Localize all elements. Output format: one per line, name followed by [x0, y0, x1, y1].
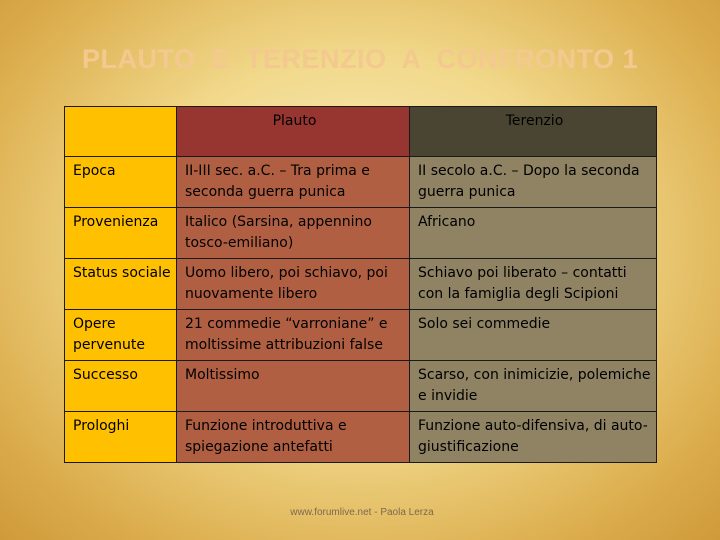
plauto-cell: Italico (Sarsina, appennino tosco-emiliano)	[177, 208, 410, 259]
row-label: Provenienza	[65, 208, 177, 259]
plauto-cell: Moltissimo	[177, 361, 410, 412]
comparison-table	[64, 106, 657, 463]
footer-credit: www.forumlive.net - Paola Lerza	[290, 507, 434, 518]
row-label: Status sociale	[65, 259, 177, 310]
row-label: Prologhi	[65, 412, 177, 463]
table-row	[65, 157, 657, 208]
header-corner-cell	[65, 107, 177, 157]
terenzio-cell: II secolo a.C. – Dopo la seconda guerra punica	[410, 157, 657, 208]
table-row	[65, 310, 657, 361]
plauto-cell: II-III sec. a.C. – Tra prima e seconda guerra punica	[177, 157, 410, 208]
table-row	[65, 259, 657, 310]
table-row	[65, 361, 657, 412]
table-row	[65, 412, 657, 463]
header-terenzio: Terenzio	[410, 107, 657, 157]
slide-title: PLAUTO E TERENZIO A CONFRONTO 1	[81, 44, 639, 74]
row-label: Successo	[65, 361, 177, 412]
terenzio-cell: Africano	[410, 208, 657, 259]
table-header-row	[65, 107, 657, 157]
header-plauto: Plauto	[177, 107, 410, 157]
table-row	[65, 208, 657, 259]
terenzio-cell: Solo sei commedie	[410, 310, 657, 361]
plauto-cell: 21 commedie “varroniane” e moltissime attribuzioni false	[177, 310, 410, 361]
plauto-cell: Funzione introduttiva e spiegazione antefatti	[177, 412, 410, 463]
terenzio-cell: Funzione auto-difensiva, di auto-giustificazione	[410, 412, 657, 463]
plauto-cell: Uomo libero, poi schiavo, poi nuovamente libero	[177, 259, 410, 310]
terenzio-cell: Scarso, con inimicizie, polemiche e invidie	[410, 361, 657, 412]
row-label: Opere pervenute	[65, 310, 177, 361]
row-label: Epoca	[65, 157, 177, 208]
terenzio-cell: Schiavo poi liberato – contatti con la famiglia degli Scipioni	[410, 259, 657, 310]
